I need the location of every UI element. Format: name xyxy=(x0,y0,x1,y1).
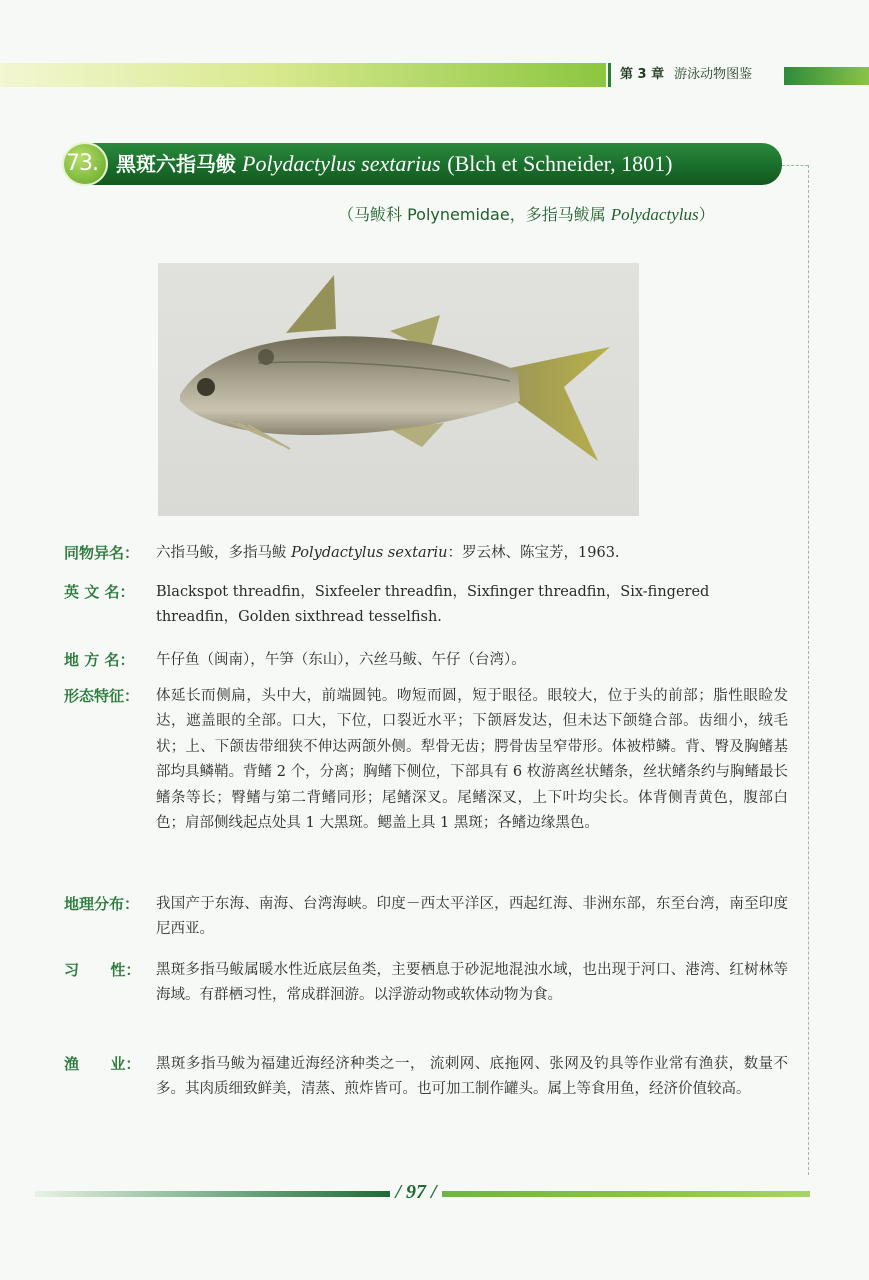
running-header xyxy=(620,64,752,86)
text-local-name: 午仔鱼（闽南），午笋（东山），六丝马鲅、午仔（台湾）。 xyxy=(156,652,526,668)
page-number: / 97 / xyxy=(395,1181,437,1203)
label-synonym: 同物异名： xyxy=(64,544,140,562)
header-right-bar xyxy=(784,67,869,85)
frame-dotted-top xyxy=(782,165,808,166)
label-fishery: 渔 业： xyxy=(64,1055,141,1073)
species-title xyxy=(116,149,672,179)
family-suffix: ） xyxy=(698,205,715,224)
tail-fin xyxy=(510,347,610,461)
fish-eye xyxy=(197,378,215,396)
genus-name: Polydactylus xyxy=(610,205,699,224)
species-scientific-name: Polydactylus sextarius xyxy=(242,151,441,176)
fish-illustration xyxy=(158,263,639,516)
footer-right-bar xyxy=(442,1191,810,1197)
page-number-value: 97 xyxy=(406,1181,426,1203)
header-separator xyxy=(608,63,611,87)
species-number: 73. xyxy=(66,151,98,176)
text-fishery: 黑斑多指马鲅为福建近海经济种类之一， 流刺网、底拖网、张网及钓具等作业常有渔获，数量不多。其肉质细致鲜美，清蒸、煎炸皆可。也可加工制作罐头。属上等食用鱼，经济价值较高。 xyxy=(156,1056,788,1098)
family-genus-line xyxy=(338,201,715,229)
label-english-name: 英 文 名： xyxy=(64,583,135,601)
species-authority: (Blch et Schneider, 1801) xyxy=(447,151,673,176)
header-gradient-bar xyxy=(0,63,606,87)
synonym-text-b: ：罗云林、陈宝芳，1963. xyxy=(447,545,620,561)
text-synonym xyxy=(156,541,788,566)
label-morphology: 形态特征： xyxy=(64,687,140,705)
footer-left-bar xyxy=(35,1191,390,1197)
chapter-label: 第 3 章 xyxy=(620,67,665,82)
synonym-text-a: 六指马鲅，多指马鲅 xyxy=(156,545,292,561)
species-chinese-name: 黑斑六指马鲅 xyxy=(116,152,236,176)
label-local-name: 地 方 名： xyxy=(64,651,135,669)
family-prefix: （马鲅科 Polynemidae，多指马鲅属 xyxy=(338,205,611,224)
text-habit: 黑斑多指马鲅属暖水性近底层鱼类，主要栖息于砂泥地混浊水域，也出现于河口、港湾、红树林等海域。有群栖习性，常成群洄游。以浮游动物或软体动物为食。 xyxy=(156,962,788,1004)
fish-body xyxy=(180,336,520,435)
section-label: 游泳动物图鉴 xyxy=(674,67,753,82)
text-english-name: Blackspot threadfin，Sixfeeler threadfin，Sixfinger threadfin，Six-fingered threadfin，Golden sixthread tesselfish. xyxy=(156,584,710,626)
fish-photo xyxy=(158,263,639,516)
frame-dotted-right xyxy=(808,165,809,1175)
label-habit: 习 性： xyxy=(64,961,141,979)
text-distribution: 我国产于东海、南海、台湾海峡。印度－西太平洋区，西起红海、非洲东部，东至台湾，南至印度尼西亚。 xyxy=(156,896,788,938)
first-dorsal-fin xyxy=(286,275,336,333)
synonym-latin: Polydactylus sextariu xyxy=(291,545,448,561)
label-distribution: 地理分布： xyxy=(64,895,140,913)
text-morphology: 体延长而侧扁，头中大，前端圆钝。吻短而圆，短于眼径。眼较大，位于头的前部；脂性眼睑发达，遮盖眼的全部。口大，下位，口裂近水平；下颌唇发达，但未达下颌缝合部。齿细小，绒毛状；上、下颌齿带细狭不伸达两颌外侧。犁骨无齿；腭骨齿呈窄带形。体被栉鳞。背、臀及胸鳍基部均具鳞鞘。背鳍 2 个，分离；胸鳍下侧位，下部具有 6 枚游离丝状鳍条，丝状鳍条约与胸鳍最长鳍条等长；臀鳍与第二背鳍同形；尾鳍深叉。尾鳍深叉，上下叶均尖长。体背侧青黄色，腹部白色；肩部侧线起点处具 1 大黑斑。鳃盖上具 1 黑斑；各鳍边缘黑色。 xyxy=(156,688,788,832)
